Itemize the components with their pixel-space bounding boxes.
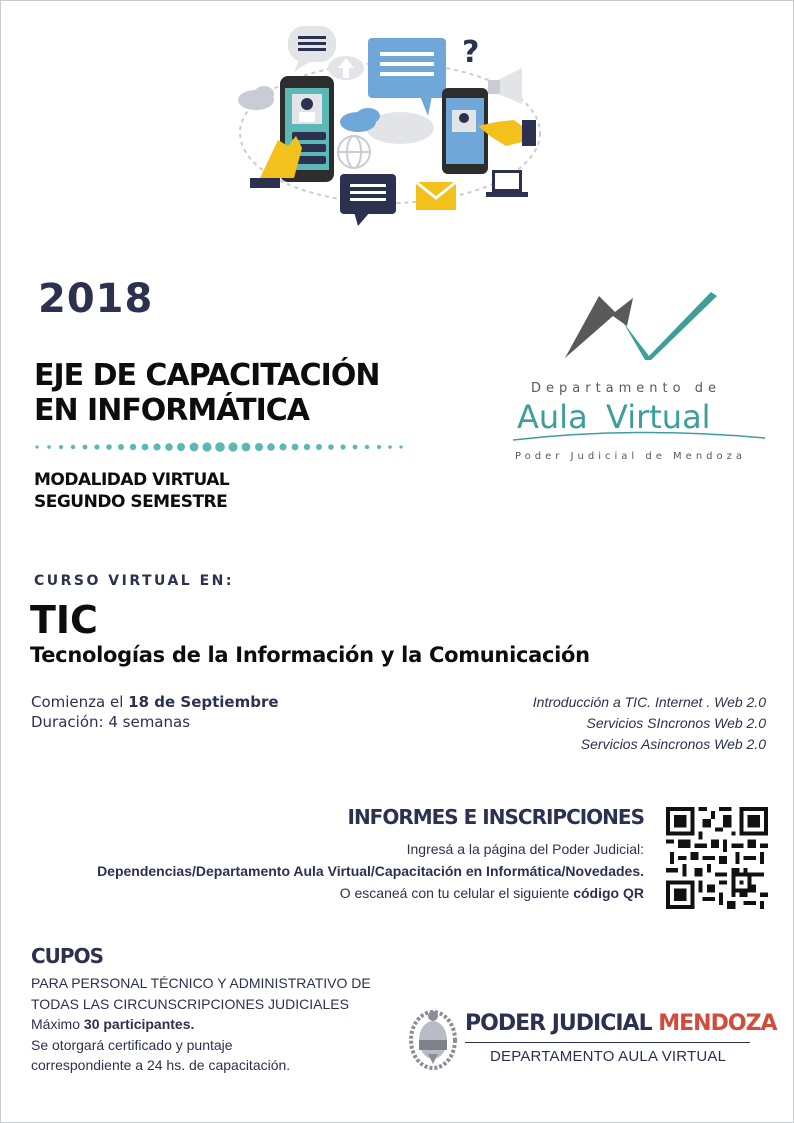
topic-item: Servicios Asincronos Web 2.0: [580, 736, 766, 752]
start-date: 18 de Septiembre: [128, 693, 279, 711]
course-dates: [31, 692, 279, 732]
pj-name-part1: PODER JUDICIAL: [465, 1011, 652, 1036]
logo-word-virtual: Virtual: [606, 398, 711, 436]
info-line1: Ingresá a la página del Poder Judicial:: [406, 841, 644, 857]
envelope-icon: [416, 182, 456, 210]
topic-item: Servicios SIncronos Web 2.0: [586, 715, 766, 731]
logo-line3: Poder Judicial de Mendoza: [515, 451, 746, 462]
modality-line2: SEGUNDO SEMESTRE: [34, 492, 228, 512]
course-name: TIC: [30, 598, 98, 642]
cloud-center-icon: [340, 108, 434, 144]
info-text: [97, 838, 644, 904]
cloud-icon: [238, 86, 274, 110]
aula-virtual-logo: [505, 286, 775, 466]
cupos-max-bold: 30 participantes.: [83, 1016, 195, 1032]
cupos-max-prefix: Máximo: [31, 1016, 84, 1032]
cupos-title: CUPOS: [31, 944, 103, 968]
poder-judicial-logo-text: [465, 1011, 777, 1036]
mountain-mark: [565, 296, 633, 358]
program-title-line1: EJE DE CAPACITACIÓN: [34, 358, 380, 393]
pj-department: DEPARTAMENTO AULA VIRTUAL: [490, 1048, 727, 1065]
topics-list: [533, 692, 766, 755]
modality-text: [34, 469, 229, 513]
info-path-text: Dependencias/Departamento Aula Virtual/Capacitación en Informática/Novedades.: [97, 863, 644, 879]
program-title: [34, 358, 379, 428]
topic-item: Introducción a TIC. Internet . Web 2.0: [532, 694, 766, 710]
info-line3-bold: código QR: [573, 885, 644, 901]
cupos-line5: correspondiente a 24 hs. de capacitación.: [31, 1057, 291, 1073]
course-full-name: Tecnologías de la Información y la Comunicación: [30, 643, 590, 667]
start-prefix: Comienza el: [31, 693, 129, 711]
logo-word-aula: Aula: [517, 398, 588, 436]
chat-bubble-bottom-icon: [340, 174, 396, 226]
qr-code[interactable]: [666, 807, 768, 909]
course-label: CURSO VIRTUAL EN:: [34, 573, 234, 589]
logo-line1: Departamento de: [531, 381, 721, 396]
cupos-line4: Se otorgará certificado y puntaje: [31, 1036, 233, 1053]
duration-line: Duración: 4 semanas: [31, 713, 191, 731]
modality-line1: MODALIDAD VIRTUAL: [34, 470, 230, 490]
program-title-line2: EN INFORMÁTICA: [34, 393, 310, 428]
checkmark-icon: [623, 292, 717, 360]
cupos-text: [31, 973, 371, 1076]
info-title: INFORMES E INSCRIPCIONES: [347, 805, 644, 829]
pj-name-part2: MENDOZA: [658, 1011, 777, 1036]
cupos-line1: PARA PERSONAL TÉCNICO Y ADMINISTRATIVO DE: [31, 975, 371, 991]
info-line3: [97, 882, 644, 904]
coat-of-arms-seal: [408, 1008, 458, 1070]
megaphone-icon: [488, 68, 522, 104]
year-heading: 2018: [38, 276, 154, 322]
info-path-link[interactable]: [97, 860, 644, 882]
communication-illustration: [230, 18, 550, 233]
pj-divider: [465, 1042, 750, 1043]
cloud-upload-icon: [328, 56, 364, 80]
dotted-divider: [34, 440, 404, 454]
smartphone-right-icon: [442, 88, 488, 174]
cupos-max-line: [31, 1014, 371, 1035]
question-mark-icon: ?: [462, 35, 480, 70]
globe-icon: [338, 136, 370, 168]
laptop-icon: [486, 170, 528, 197]
message-bubble-icon: [368, 38, 446, 116]
start-date-line: [31, 692, 279, 712]
cupos-line2: TODAS LAS CIRCUNSCRIPCIONES JUDICIALES: [31, 995, 349, 1012]
info-line3-prefix: O escaneá con tu celular el siguiente: [339, 885, 574, 901]
